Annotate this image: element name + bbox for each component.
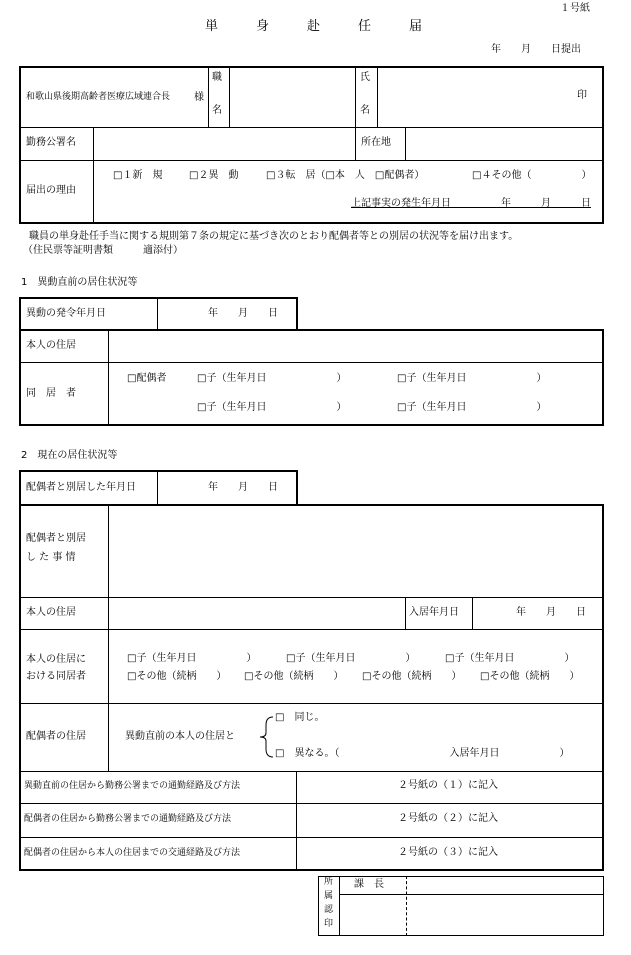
route-label-3: 配偶者の住居から本人の住居までの交通経路及び方法 — [24, 848, 241, 858]
separated-date-value[interactable]: 年 月 日 — [208, 482, 278, 493]
s2-reason-label-1: 配偶者と別居 — [26, 533, 86, 544]
s2-other-2[interactable]: □その他（続柄 ） — [244, 671, 344, 682]
s2-reason-label-2: し た 事 情 — [26, 552, 76, 563]
label-shoku: 職 — [212, 72, 222, 83]
s2-same-check[interactable]: □ 同じ。 — [275, 712, 325, 723]
s2-different-check[interactable]: □ 異なる。（ 入居年月日 ） — [275, 748, 570, 759]
label-shi: 氏 — [360, 72, 370, 83]
seal-v-2: 属 — [324, 891, 334, 901]
kacho-seal-area[interactable] — [341, 896, 405, 934]
s2-cohab-label-2: おける同居者 — [26, 671, 86, 682]
page-title: 単身赴任届 — [205, 19, 461, 34]
label-mei: 名 — [212, 105, 222, 116]
brace-icon — [258, 715, 274, 759]
honorific: 様 — [194, 92, 204, 103]
reason-new[interactable]: □１新 規 — [113, 170, 163, 181]
reason-label: 届出の理由 — [26, 185, 76, 196]
route-value-3: ２号紙の（３）に記入 — [398, 847, 498, 858]
s1-residence-label: 本人の住居 — [26, 340, 76, 351]
name-field[interactable] — [379, 68, 569, 125]
seal-v-1: 所 — [324, 877, 334, 887]
s2-spouse-prior-text: 異動直前の本人の住居と — [125, 731, 235, 742]
route-label-1: 異動直前の住居から勤務公署までの通勤経路及び方法 — [24, 781, 241, 791]
office-field[interactable] — [95, 129, 353, 158]
s2-move-in-label: 入居年月日 — [409, 607, 459, 618]
separated-date-label: 配偶者と別居した年月日 — [26, 482, 136, 493]
office-label: 勤務公署名 — [26, 137, 76, 148]
seal-v-4: 印 — [324, 919, 334, 929]
seal-area-2[interactable] — [408, 896, 602, 934]
location-field[interactable] — [407, 129, 602, 158]
order-date-label: 異動の発令年月日 — [26, 308, 106, 319]
form-number: １号紙 — [560, 3, 590, 14]
route-value-2: ２号紙の（２）に記入 — [398, 813, 498, 824]
job-title-field[interactable] — [231, 68, 353, 125]
location-label: 所在地 — [361, 137, 391, 148]
s2-other-3[interactable]: □その他（続柄 ） — [362, 671, 462, 682]
route-value-1: ２号紙の（１）に記入 — [398, 780, 498, 791]
s2-other-1[interactable]: □その他（続柄 ） — [127, 671, 227, 682]
reason-move[interactable]: □３転 居（□本 人 □配偶者） — [266, 170, 425, 181]
s1-residence-field[interactable] — [110, 331, 602, 360]
s1-child-3[interactable]: □子（生年月日 ） — [197, 402, 347, 413]
s2-child-1[interactable]: □子（生年月日 ） — [127, 653, 257, 664]
s1-spouse-check[interactable]: □配偶者 — [127, 373, 167, 384]
addressee: 和歌山県後期高齢者医療広域連合長 — [26, 92, 171, 102]
route-label-2: 配偶者の住居から勤務公署までの通勤経路及び方法 — [24, 814, 232, 824]
s1-child-4[interactable]: □子（生年月日 ） — [397, 402, 547, 413]
s2-spouse-label: 配偶者の住居 — [26, 731, 86, 742]
s1-child-1[interactable]: □子（生年月日 ） — [197, 373, 347, 384]
s2-move-in-value[interactable]: 年 月 日 — [516, 607, 586, 618]
s2-residence-field[interactable] — [110, 599, 403, 627]
s2-cohab-label-1: 本人の住居に — [26, 654, 86, 665]
seal-mark: 印 — [577, 90, 587, 101]
order-date-value[interactable]: 年 月 日 — [208, 308, 278, 319]
seal-v-3: 認 — [324, 905, 334, 915]
reason-other[interactable]: □４その他（ ） — [472, 170, 592, 181]
s2-reason-field[interactable] — [110, 506, 602, 595]
s2-child-2[interactable]: □子（生年月日 ） — [286, 653, 416, 664]
s1-cohabitant-label: 同 居 者 — [26, 388, 76, 399]
section1-heading: 1 異動直前の居住状況等 — [21, 277, 138, 288]
s2-other-4[interactable]: □その他（続柄 ） — [480, 671, 580, 682]
reason-transfer[interactable]: □２異 動 — [189, 170, 239, 181]
intro-line1: 職員の単身赴任手当に関する規則第７条の規定に基づき次のとおり配偶者等との別居の状況等を届け出ます。 — [29, 231, 519, 242]
section2-heading: 2 現在の居住状況等 — [21, 450, 118, 461]
s2-residence-label: 本人の住居 — [26, 607, 76, 618]
s1-child-2[interactable]: □子（生年月日 ） — [397, 373, 547, 384]
kacho-label: 課 長 — [354, 879, 384, 890]
s2-child-3[interactable]: □子（生年月日 ） — [445, 653, 575, 664]
submit-date: 年 月 日提出 — [491, 44, 581, 55]
intro-line2: （住民票等証明書類 適添付） — [23, 245, 183, 256]
occurrence-date[interactable]: 上記事実の発生年月日 年 月 日 — [351, 198, 591, 209]
label-mei2: 名 — [360, 105, 370, 116]
